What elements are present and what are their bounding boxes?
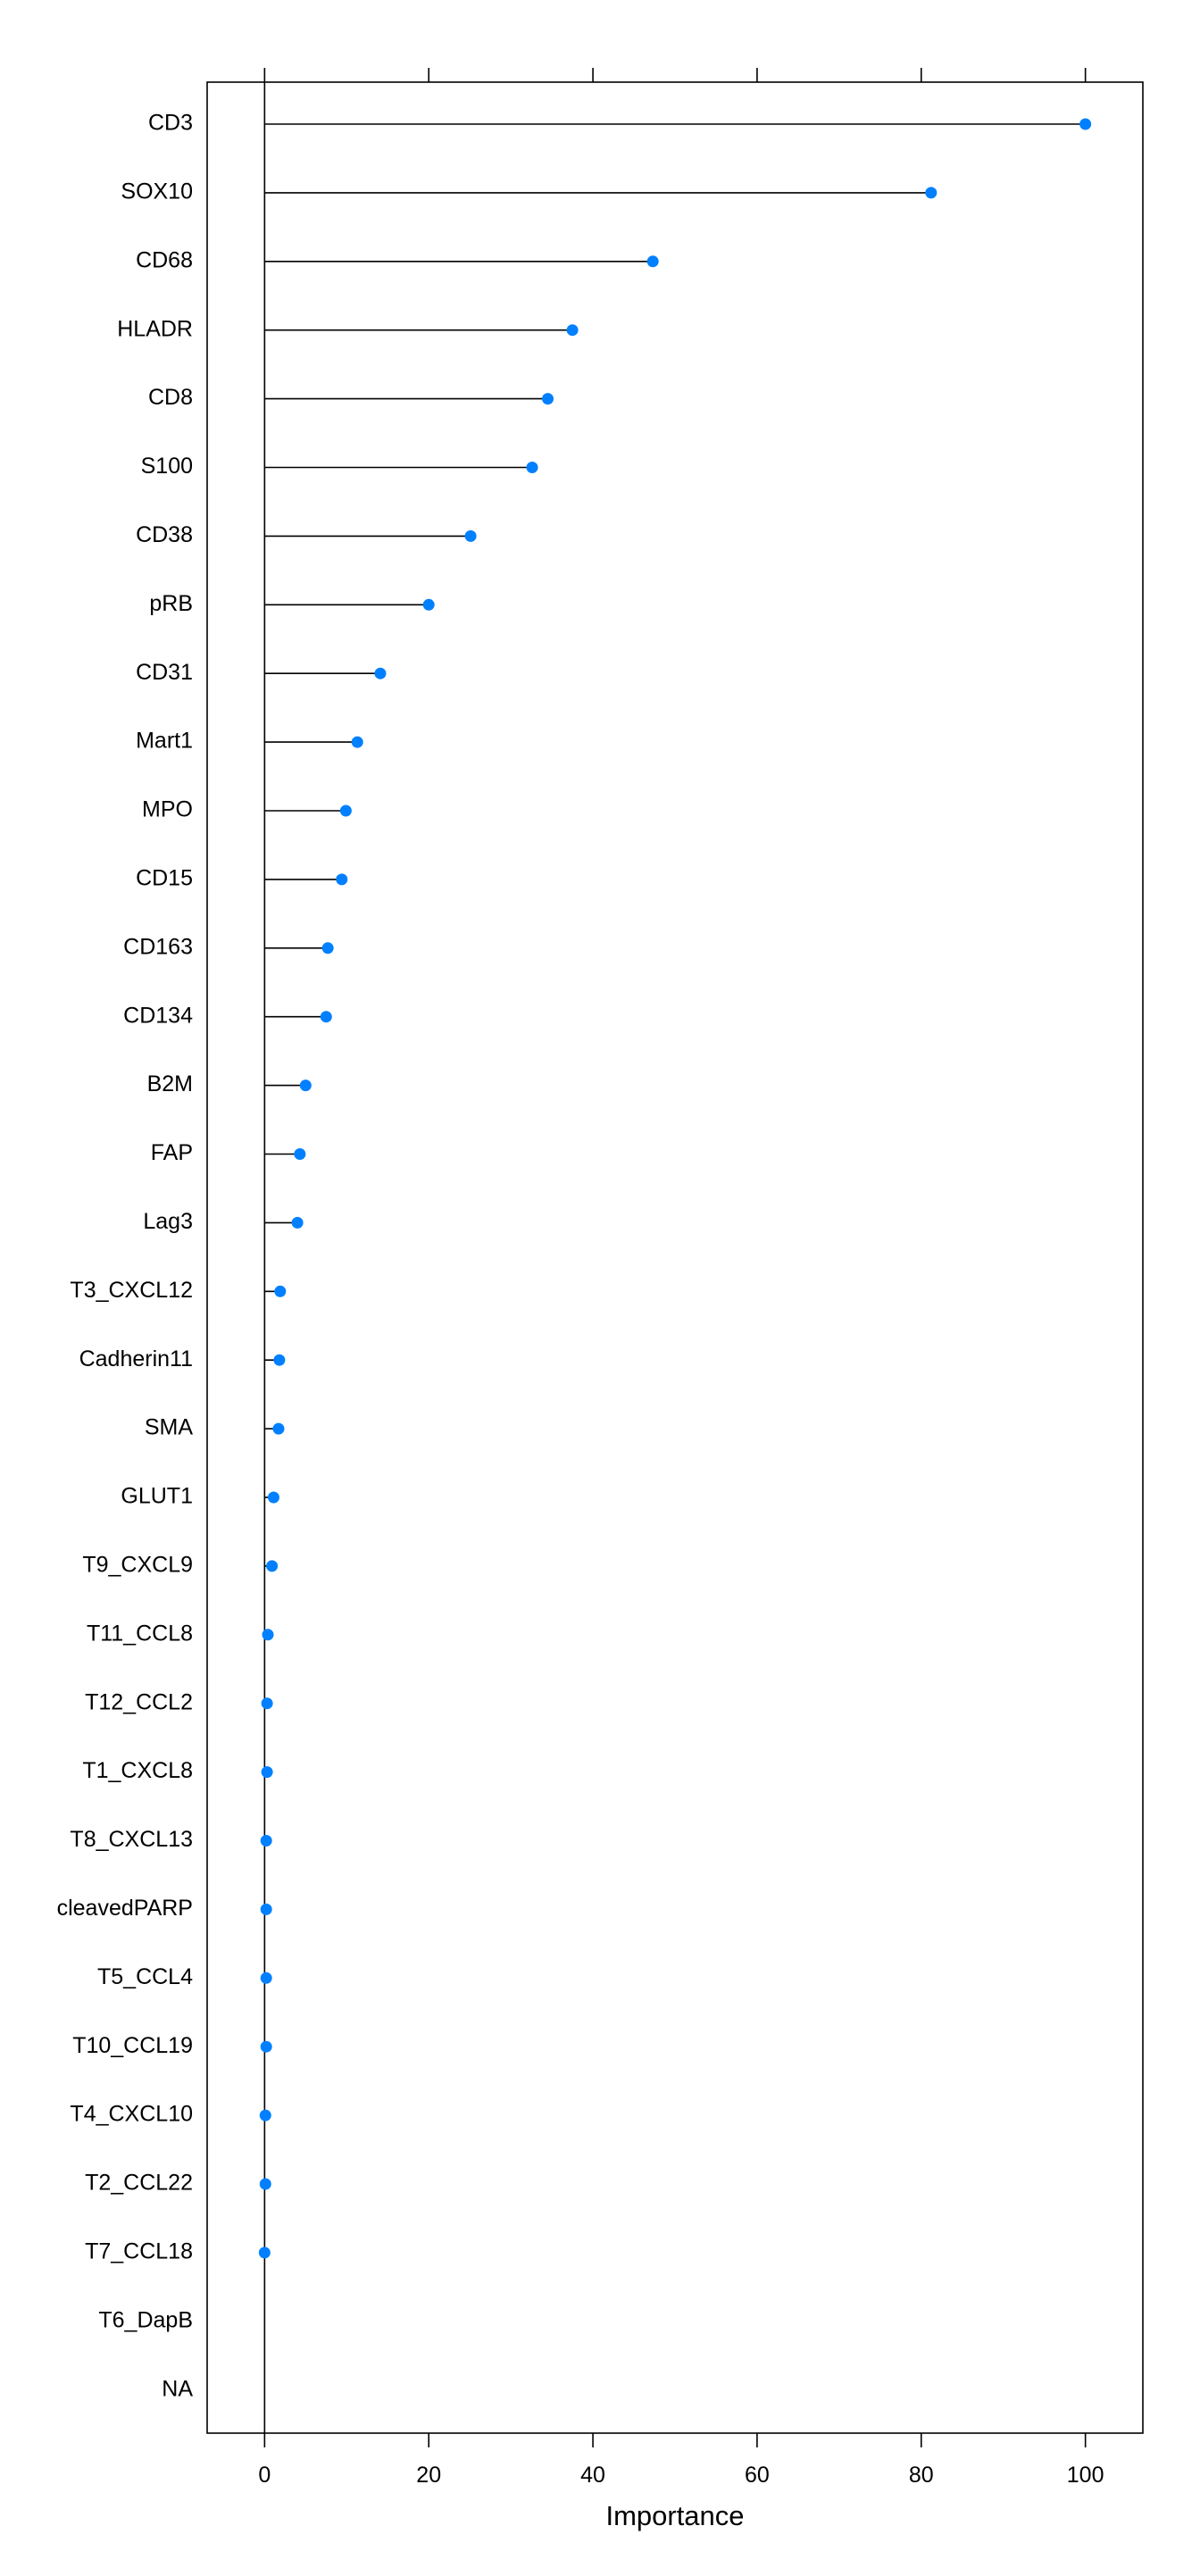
category-label: Mart1 bbox=[136, 728, 193, 754]
importance-point bbox=[527, 462, 538, 473]
importance-point bbox=[274, 1286, 286, 1297]
category-label: T8_CXCL13 bbox=[70, 1827, 193, 1853]
category-label: T1_CXCL8 bbox=[82, 1758, 193, 1784]
category-label: SMA bbox=[144, 1414, 193, 1440]
x-tick-label: 40 bbox=[580, 2463, 605, 2488]
importance-point bbox=[262, 1697, 273, 1709]
category-label: T9_CXCL9 bbox=[82, 1552, 193, 1578]
x-tick-label: 20 bbox=[416, 2463, 442, 2488]
category-label: CD31 bbox=[136, 659, 193, 685]
importance-point bbox=[273, 1355, 285, 1366]
importance-point bbox=[272, 1423, 284, 1435]
x-tick-label: 100 bbox=[1066, 2463, 1104, 2488]
category-label: T5_CCL4 bbox=[97, 1963, 193, 1989]
category-label: MPO bbox=[142, 796, 193, 822]
importance-point bbox=[465, 530, 477, 542]
category-label: NA bbox=[162, 2376, 193, 2402]
importance-point bbox=[542, 393, 554, 404]
category-label: S100 bbox=[140, 454, 193, 479]
category-label: CD3 bbox=[147, 110, 193, 136]
category-label: GLUT1 bbox=[121, 1483, 193, 1509]
x-tick-label: 0 bbox=[258, 2463, 271, 2488]
category-label: T6_DapB bbox=[98, 2307, 193, 2333]
category-label: T10_CCL19 bbox=[72, 2032, 193, 2058]
category-label: T12_CCL2 bbox=[85, 1689, 193, 1715]
category-label: T3_CXCL12 bbox=[70, 1277, 193, 1303]
importance-point bbox=[294, 1148, 305, 1160]
category-label: FAP bbox=[150, 1140, 193, 1166]
category-label: Lag3 bbox=[143, 1209, 193, 1235]
importance-point bbox=[374, 668, 386, 679]
importance-point bbox=[292, 1217, 304, 1229]
importance-point bbox=[336, 873, 347, 885]
importance-point bbox=[352, 737, 363, 748]
category-label: cleavedPARP bbox=[56, 1896, 193, 1922]
category-label: CD38 bbox=[136, 522, 193, 548]
importance-point bbox=[259, 2247, 271, 2258]
importance-point bbox=[261, 1835, 272, 1847]
category-label: T4_CXCL10 bbox=[70, 2101, 193, 2127]
category-label: Cadherin11 bbox=[79, 1346, 193, 1371]
x-tick-label: 60 bbox=[745, 2463, 770, 2488]
category-label: HLADR bbox=[117, 316, 193, 342]
importance-point bbox=[260, 2110, 271, 2122]
importance-point bbox=[321, 1011, 332, 1022]
category-label: CD134 bbox=[123, 1003, 193, 1029]
importance-point bbox=[266, 1560, 278, 1571]
importance-point bbox=[567, 324, 579, 336]
importance-point bbox=[260, 2179, 271, 2190]
importance-point bbox=[262, 1629, 274, 1640]
category-label: CD68 bbox=[136, 247, 193, 273]
importance-point bbox=[261, 1904, 272, 1915]
importance-point bbox=[340, 805, 352, 817]
x-tick-label: 80 bbox=[908, 2463, 934, 2488]
category-label: CD8 bbox=[147, 385, 193, 411]
importance-point bbox=[647, 255, 659, 267]
x-axis-title: Importance bbox=[605, 2500, 745, 2531]
importance-point bbox=[261, 1972, 272, 1984]
category-label: pRB bbox=[149, 590, 193, 616]
category-label: CD15 bbox=[136, 865, 193, 891]
category-label: T7_CCL18 bbox=[85, 2238, 193, 2264]
category-label: B2M bbox=[146, 1071, 193, 1097]
category-label: T2_CCL22 bbox=[85, 2170, 193, 2196]
importance-point bbox=[262, 1766, 273, 1778]
importance-point bbox=[300, 1080, 312, 1091]
category-label: CD163 bbox=[123, 934, 193, 960]
category-label: SOX10 bbox=[121, 179, 193, 204]
importance-point bbox=[268, 1492, 279, 1504]
category-label: T11_CCL8 bbox=[86, 1621, 193, 1646]
importance-point bbox=[261, 2041, 272, 2053]
importance-point bbox=[322, 942, 334, 954]
importance-point bbox=[423, 599, 435, 611]
importance-point bbox=[1079, 119, 1091, 130]
importance-point bbox=[925, 187, 937, 198]
